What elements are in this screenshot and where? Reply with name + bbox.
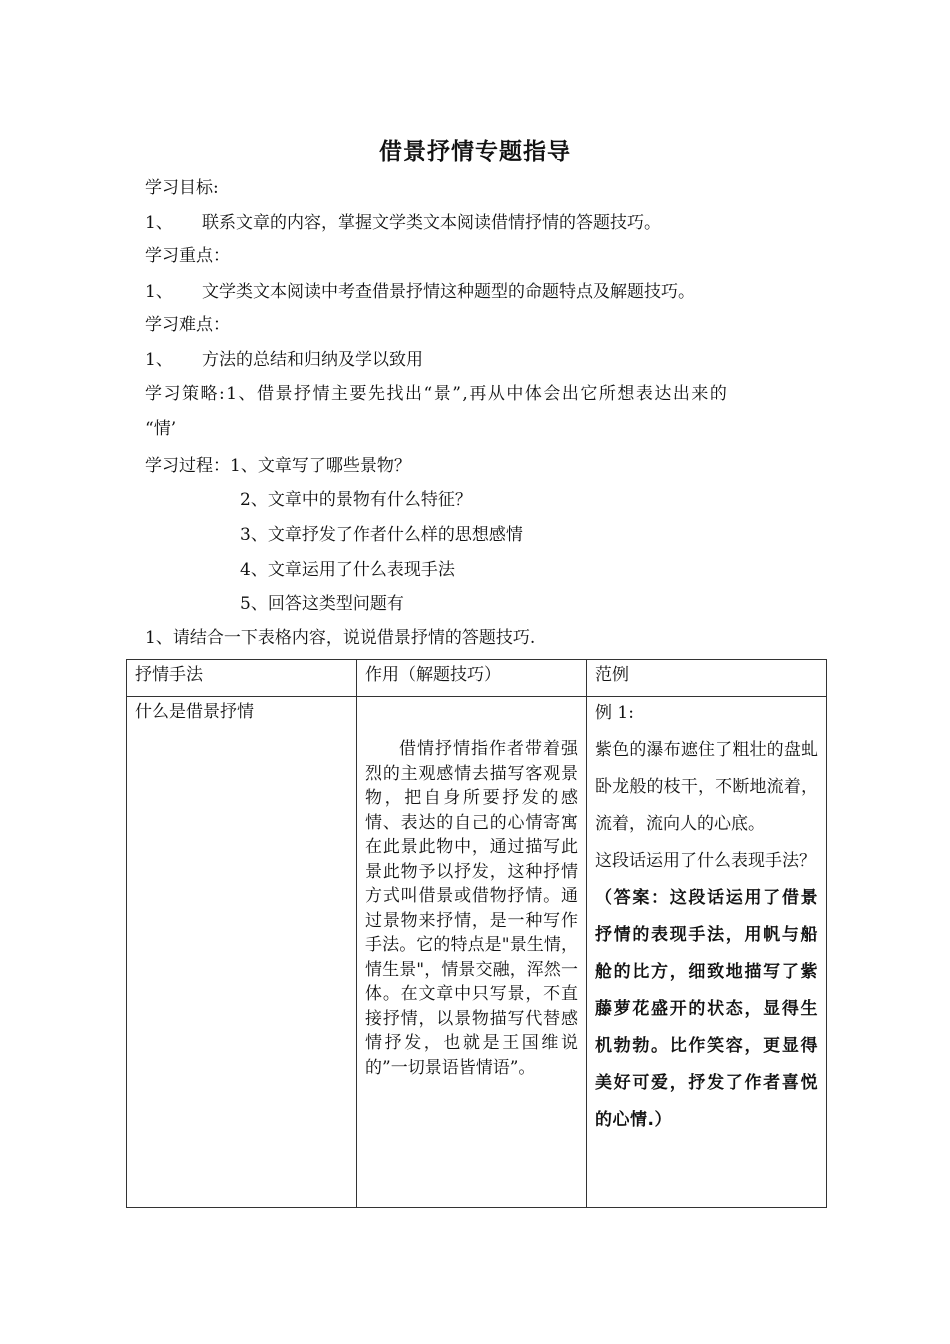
example-text: 紫色的瀑布遮住了粗壮的盘虬卧龙般的枝干，不断地流着，流着，流向人的心底。 <box>595 740 818 834</box>
key-points-item-number: 1、 <box>145 282 173 302</box>
key-points-item <box>145 282 695 302</box>
example-cell <box>587 697 827 1208</box>
key-points-heading: 学习重点： <box>145 246 230 266</box>
method-cell <box>127 697 357 1208</box>
header-example: 范例 <box>587 660 827 697</box>
table-header-row <box>127 660 827 697</box>
difficulties-heading: 学习难点： <box>145 315 230 335</box>
difficulties-item-text: 方法的总结和归纳及学以致用 <box>202 350 423 370</box>
strategy-line-2: “情’ <box>145 419 177 439</box>
objectives-item-text: 联系文章的内容，掌握文学类文本阅读借情抒情的答题技巧。 <box>202 213 661 233</box>
table-question: 1、请结合一下表格内容，说说借景抒情的答题技巧. <box>145 628 536 648</box>
example-label: 例 1: <box>595 703 634 723</box>
difficulties-item <box>145 350 423 370</box>
objectives-item-number: 1、 <box>145 213 173 233</box>
process-step: 3、文章抒发了作者什么样的思想感情 <box>240 525 523 545</box>
techniques-table <box>126 659 827 1208</box>
process-lead: 学习过程：1、文章写了哪些景物？ <box>145 456 411 476</box>
example-answer: （答案：这段话运用了借景抒情的表现手法，用帆与船舱的比方，细致地描写了紫藤萝花盛开的状态，显得生机勃勃。比作笑容，更显得美好可爱，抒发了作者喜悦的心情.） <box>595 888 818 1130</box>
process-step: 2、文章中的景物有什么特征？ <box>240 490 472 510</box>
page-title: 借景抒情专题指导 <box>379 139 571 165</box>
role-cell <box>357 697 587 1208</box>
example-question: 这段话运用了什么表现手法？ <box>595 851 816 871</box>
objectives-heading: 学习目标: <box>145 178 219 198</box>
method-text: 什么是借景抒情 <box>135 702 254 722</box>
table-row <box>127 697 827 1208</box>
header-method: 抒情手法 <box>127 660 357 697</box>
key-points-item-text: 文学类文本阅读中考查借景抒情这种题型的命题特点及解题技巧。 <box>202 282 695 302</box>
difficulties-item-number: 1、 <box>145 350 173 370</box>
example-block <box>595 695 818 1139</box>
objectives-item <box>145 213 661 233</box>
process-step: 4、文章运用了什么表现手法 <box>240 560 455 580</box>
role-text: 借情抒情指作者带着强烈的主观感情去描写客观景物，把自身所要抒发的感情、表达的自己的心情寄寓在此景此物中，通过描写此景此物予以抒发，这种抒情方式叫借景或借物抒情。通过景物来抒情，是一种写作手法。它的特点是"景生情，情生景"，情景交融，浑然一体。在文章中只写景，不直接抒情，以景物描写代替感情抒发，也就是王国维说的”一切景语皆情语”。 <box>365 739 578 1078</box>
header-role: 作用（解题技巧） <box>357 660 587 697</box>
process-step: 5、回答这类型问题有 <box>240 594 404 614</box>
strategy-line-1: 学习策略:1、借景抒情主要先找出“景”,再从中体会出它所想表达出来的 <box>145 384 729 404</box>
